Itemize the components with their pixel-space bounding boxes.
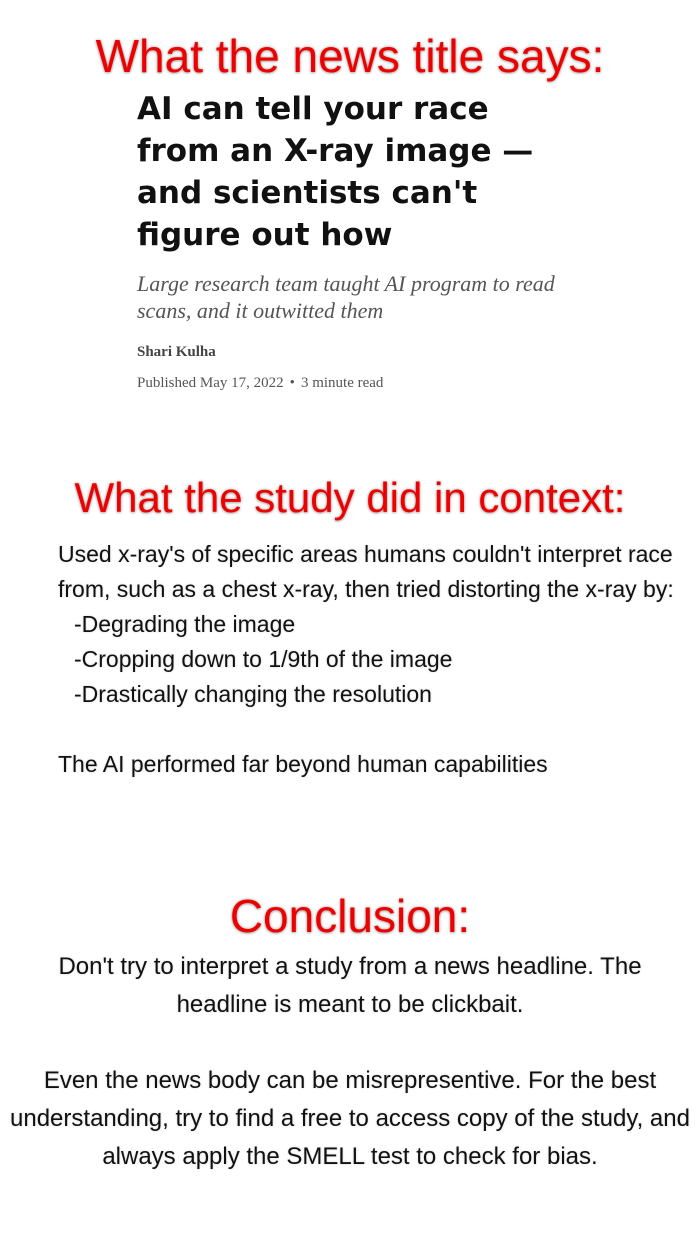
article-read-time: 3 minute read — [300, 375, 384, 391]
study-method-item: -Drastically changing the resolution — [74, 681, 432, 707]
article-subtitle: Large research team taught AI program to read scans, and it outwitted them — [137, 271, 555, 323]
news-article-clipping — [137, 88, 567, 392]
study-description — [58, 537, 678, 782]
article-author: Shari Kulha — [137, 344, 216, 360]
news-title-heading: What the news title says: — [95, 30, 605, 82]
study-intro: Used x-ray's of specific areas humans couldn't interpret race from, such as a chest x-ray, then tried distorting the x-ray by: — [58, 541, 674, 602]
study-methods-list — [58, 607, 678, 712]
conclusion-heading: Conclusion: — [229, 890, 471, 942]
meta-separator: • — [289, 375, 295, 391]
conclusion-text — [10, 948, 690, 1176]
study-context-heading: What the study did in context: — [74, 474, 626, 521]
study-result: The AI performed far beyond human capabilities — [58, 751, 548, 777]
study-method-item: -Cropping down to 1/9th of the image — [74, 646, 453, 672]
conclusion-paragraph-1: Don't try to interpret a study from a news headline. The headline is meant to be clickbait. — [58, 953, 642, 1018]
article-published-date: Published May 17, 2022 — [137, 375, 284, 391]
conclusion-paragraph-2: Even the news body can be misrepresentive. For the best understanding, try to find a free to access copy of the study, and always apply the SMELL test to check for bias. — [10, 1067, 690, 1170]
article-meta — [137, 375, 567, 392]
article-title: AI can tell your race from an X-ray image — and scientists can't figure out how — [137, 91, 534, 253]
study-method-item: -Degrading the image — [74, 611, 296, 637]
